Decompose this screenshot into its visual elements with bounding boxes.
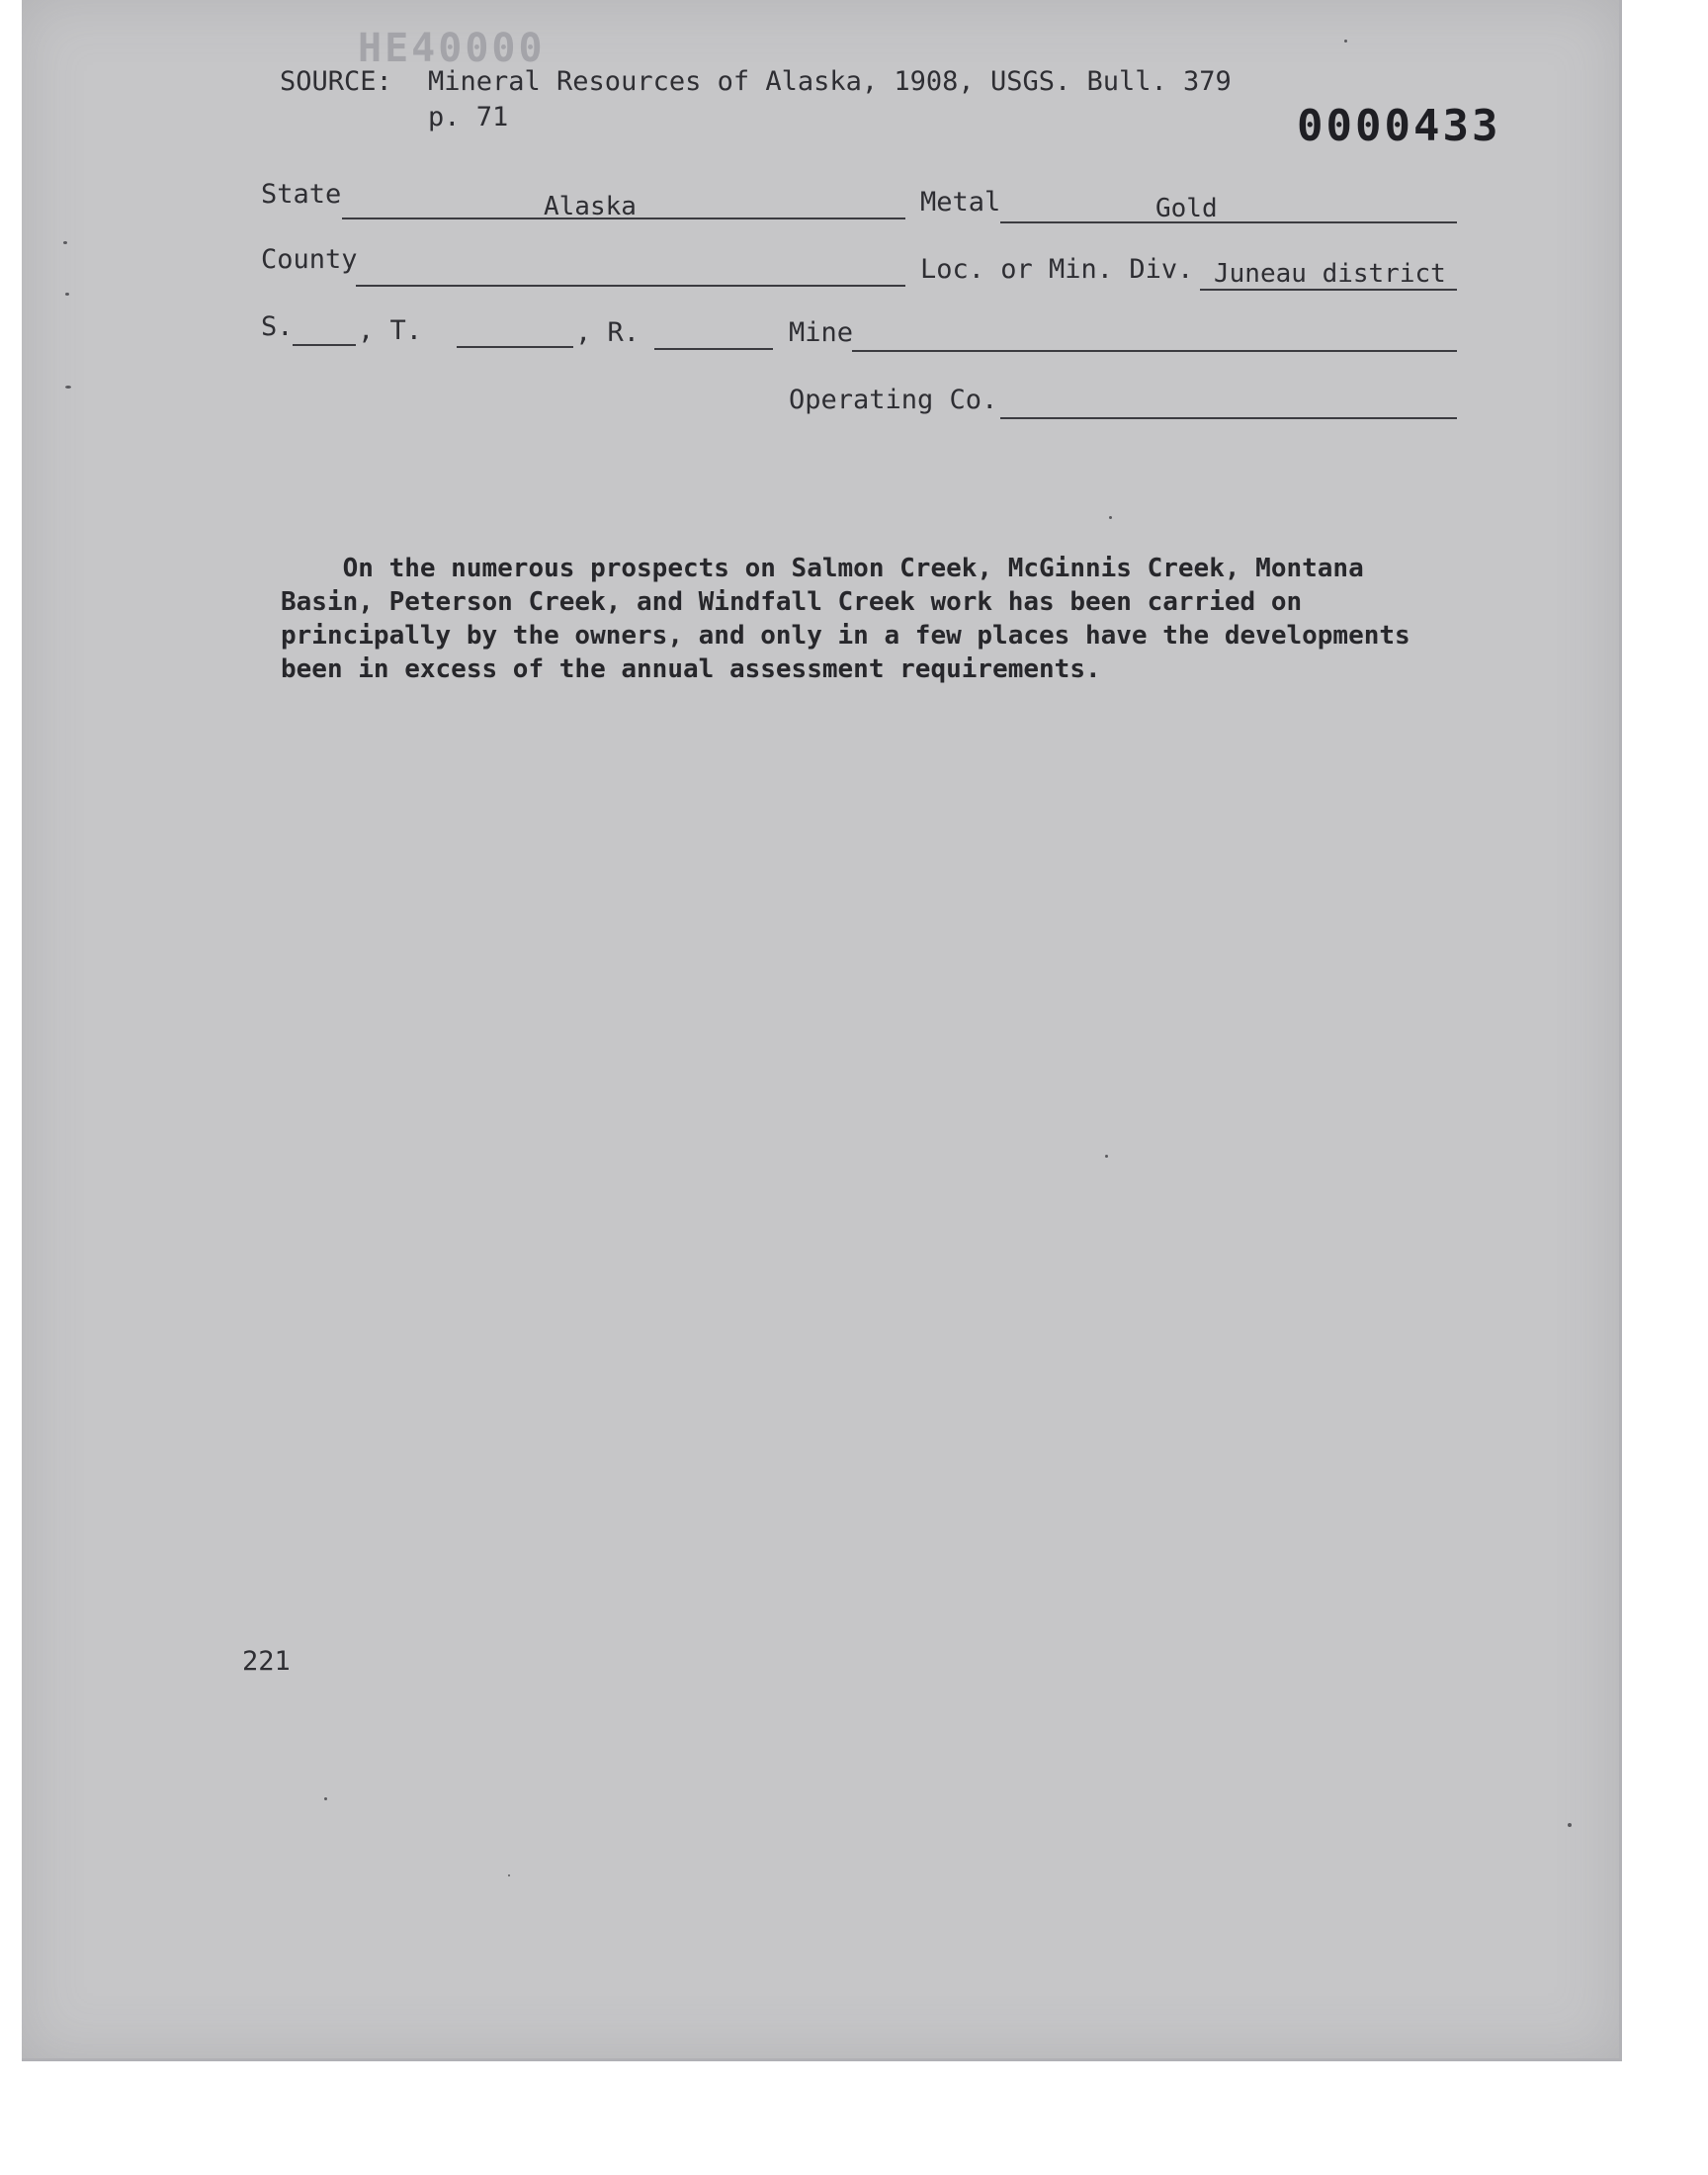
scan-speck [63, 241, 67, 244]
source-label: SOURCE: [280, 66, 392, 97]
metal-line [1000, 221, 1457, 223]
range-line [654, 348, 773, 350]
township-line [457, 346, 573, 348]
loc-value: Juneau district [1214, 259, 1446, 289]
scan-speck [1109, 516, 1112, 519]
body-line: On the numerous prospects on Salmon Creek, McGinnis Creek, Montana [281, 554, 1364, 583]
scan-speck [1105, 1155, 1108, 1158]
scan-speck [65, 293, 69, 296]
section-label: S. [261, 311, 294, 342]
body-line: been in excess of the annual assessment requirements. [281, 654, 1101, 684]
scan-speck [1344, 40, 1347, 43]
range-label: , R. [575, 317, 640, 348]
scan-speck [1568, 1823, 1572, 1827]
county-line [356, 285, 905, 287]
state-label: State [261, 179, 342, 210]
source-page: p. 71 [428, 102, 509, 132]
page-number: 221 [242, 1646, 291, 1677]
record-number: 0000433 [1297, 101, 1501, 151]
section-line [293, 344, 356, 346]
faint-stamp: HE40000 [358, 26, 546, 71]
state-value: Alaska [544, 192, 637, 221]
metal-label: Metal [920, 187, 1001, 218]
metal-value: Gold [1155, 194, 1218, 223]
source-citation: Mineral Resources of Alaska, 1908, USGS. Bull. 379 [428, 66, 1232, 97]
loc-line [1200, 289, 1457, 291]
mine-label: Mine [789, 317, 854, 348]
body-line: principally by the owners, and only in a few places have the developments [281, 621, 1410, 651]
paper-sheet [22, 0, 1622, 2061]
county-label: County [261, 244, 358, 275]
operating-line [1000, 417, 1457, 419]
loc-label: Loc. or Min. Div. [920, 254, 1194, 285]
scan-speck [65, 386, 71, 389]
mine-line [852, 350, 1457, 352]
township-label: , T. [358, 315, 423, 346]
scan-speck [324, 1797, 327, 1800]
body-paragraph [281, 552, 1506, 686]
operating-label: Operating Co. [789, 385, 998, 415]
body-line: Basin, Peterson Creek, and Windfall Creek work has been carried on [281, 587, 1303, 617]
scan-speck [508, 1874, 510, 1876]
